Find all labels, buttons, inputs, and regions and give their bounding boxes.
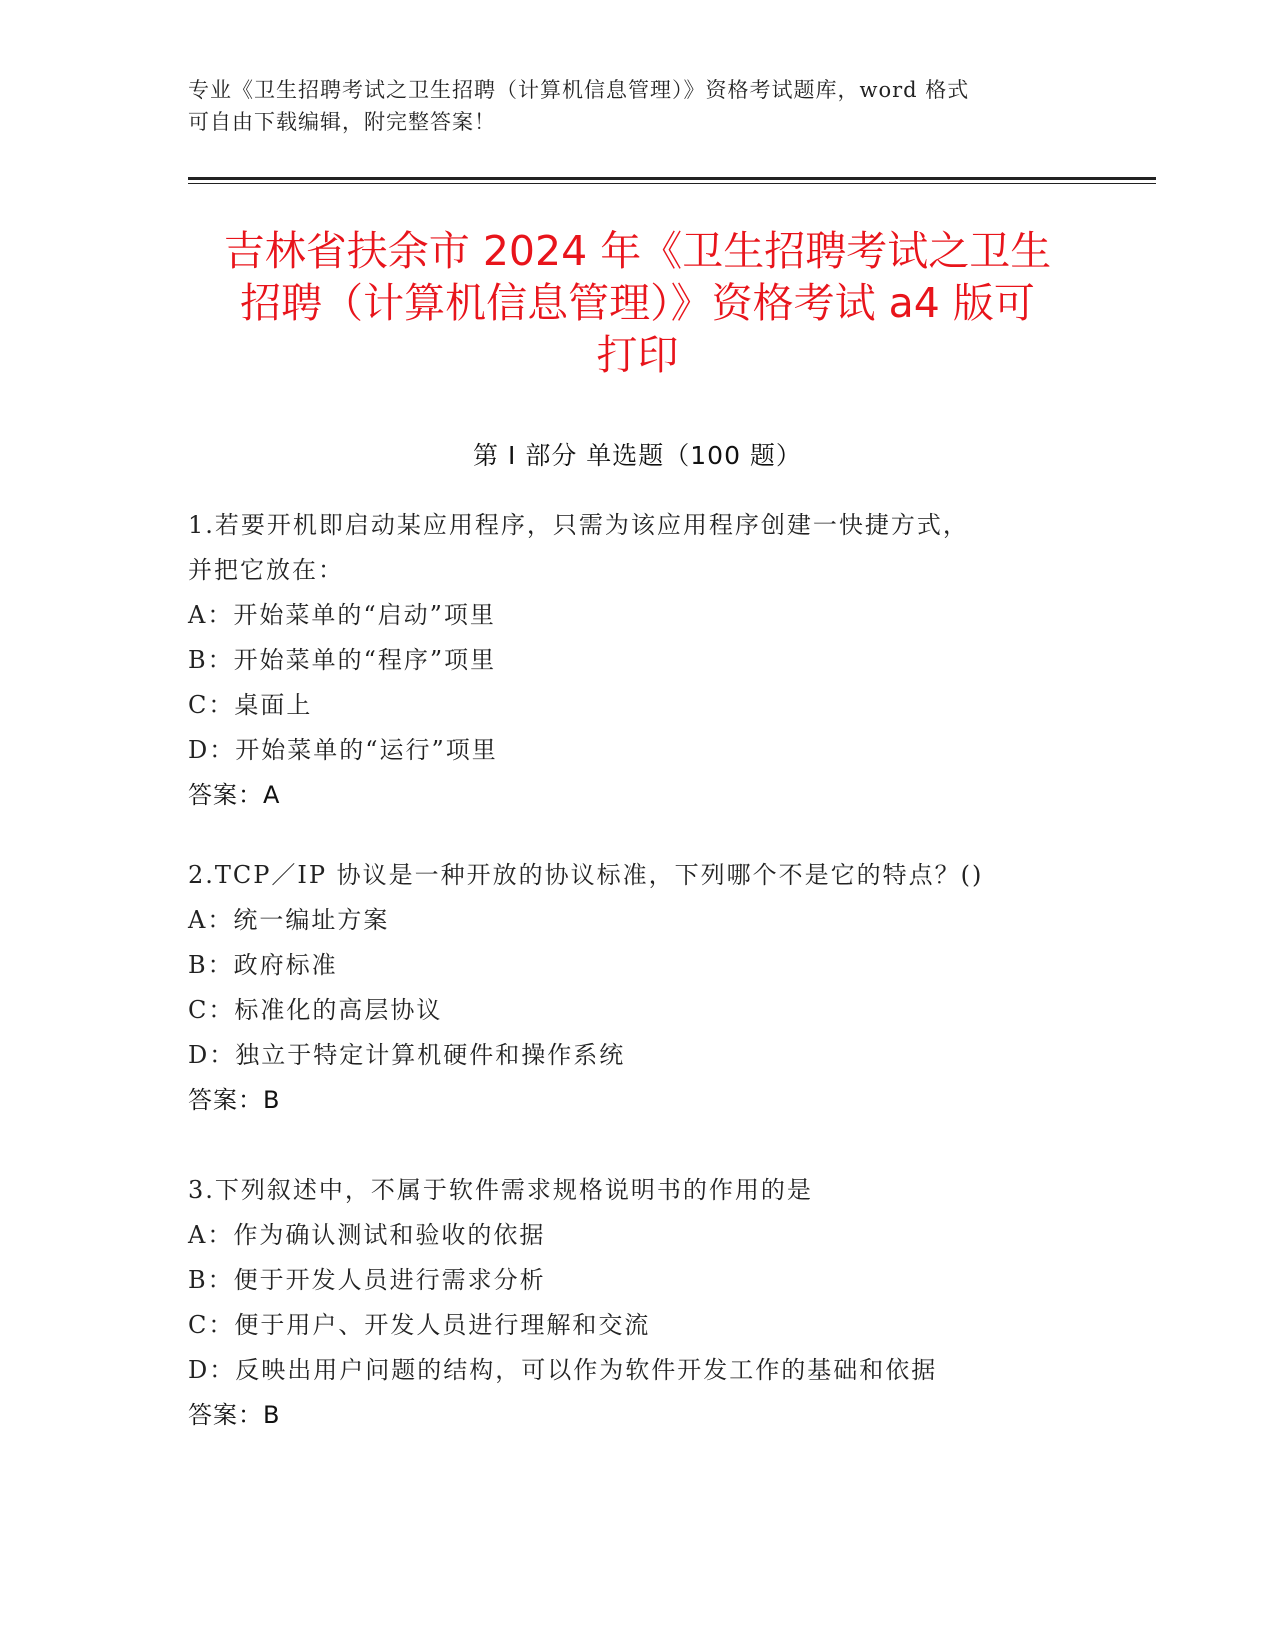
question-3-option-d: D：反映出用户问题的结构，可以作为软件开发工作的基础和依据 <box>188 1356 938 1384</box>
question-3-answer: 答案：B <box>188 1401 281 1429</box>
question-3-stem-line-1: 3.下列叙述中，不属于软件需求规格说明书的作用的是 <box>188 1176 813 1204</box>
question-1-stem-line-2: 并把它放在： <box>188 556 344 584</box>
question-1-option-c: C：桌面上 <box>188 691 313 719</box>
question-3-option-c: C：便于用户、开发人员进行理解和交流 <box>188 1311 651 1339</box>
header-note-line-1: 专业《卫生招聘考试之卫生招聘（计算机信息管理）》资格考试题库，word 格式 <box>188 78 970 102</box>
question-2-answer: 答案：B <box>188 1086 281 1114</box>
document-title-line-3: 打印 <box>596 331 679 379</box>
header-note-line-2: 可自由下载编辑，附完整答案！ <box>188 110 496 134</box>
header-divider-thin <box>188 183 1156 184</box>
question-3-option-b: B：便于开发人员进行需求分析 <box>188 1266 546 1294</box>
question-1-stem-line-1: 1.若要开机即启动某应用程序，只需为该应用程序创建一快捷方式， <box>188 511 969 539</box>
question-1-option-a: A：开始菜单的“启动”项里 <box>188 601 496 629</box>
question-3-option-a: A：作为确认测试和验收的依据 <box>188 1221 546 1249</box>
question-2-option-c: C：标准化的高层协议 <box>188 996 443 1024</box>
question-2-option-b: B：政府标准 <box>188 951 338 979</box>
document-title <box>180 225 1095 381</box>
question-2-stem-line-1: 2.TCP／IP 协议是一种开放的协议标准，下列哪个不是它的特点？() <box>188 861 984 889</box>
header-divider-thick <box>188 177 1156 180</box>
question-2-option-d: D：独立于特定计算机硬件和操作系统 <box>188 1041 626 1069</box>
question-2-option-a: A：统一编址方案 <box>188 906 390 934</box>
question-1-option-d: D：开始菜单的“运行”项里 <box>188 736 498 764</box>
question-1-option-b: B：开始菜单的“程序”项里 <box>188 646 497 674</box>
header-note <box>188 74 1088 138</box>
question-2 <box>188 853 1088 1123</box>
document-title-line-1: 吉林省扶余市 2024 年《卫生招聘考试之卫生 <box>223 227 1052 275</box>
question-3 <box>188 1168 1088 1438</box>
document-title-line-2: 招聘（计算机信息管理）》资格考试 a4 版可 <box>240 279 1035 327</box>
section-heading: 第 I 部分 单选题（100 题） <box>473 441 802 470</box>
question-1 <box>188 503 1088 818</box>
question-1-answer: 答案：A <box>188 781 281 809</box>
